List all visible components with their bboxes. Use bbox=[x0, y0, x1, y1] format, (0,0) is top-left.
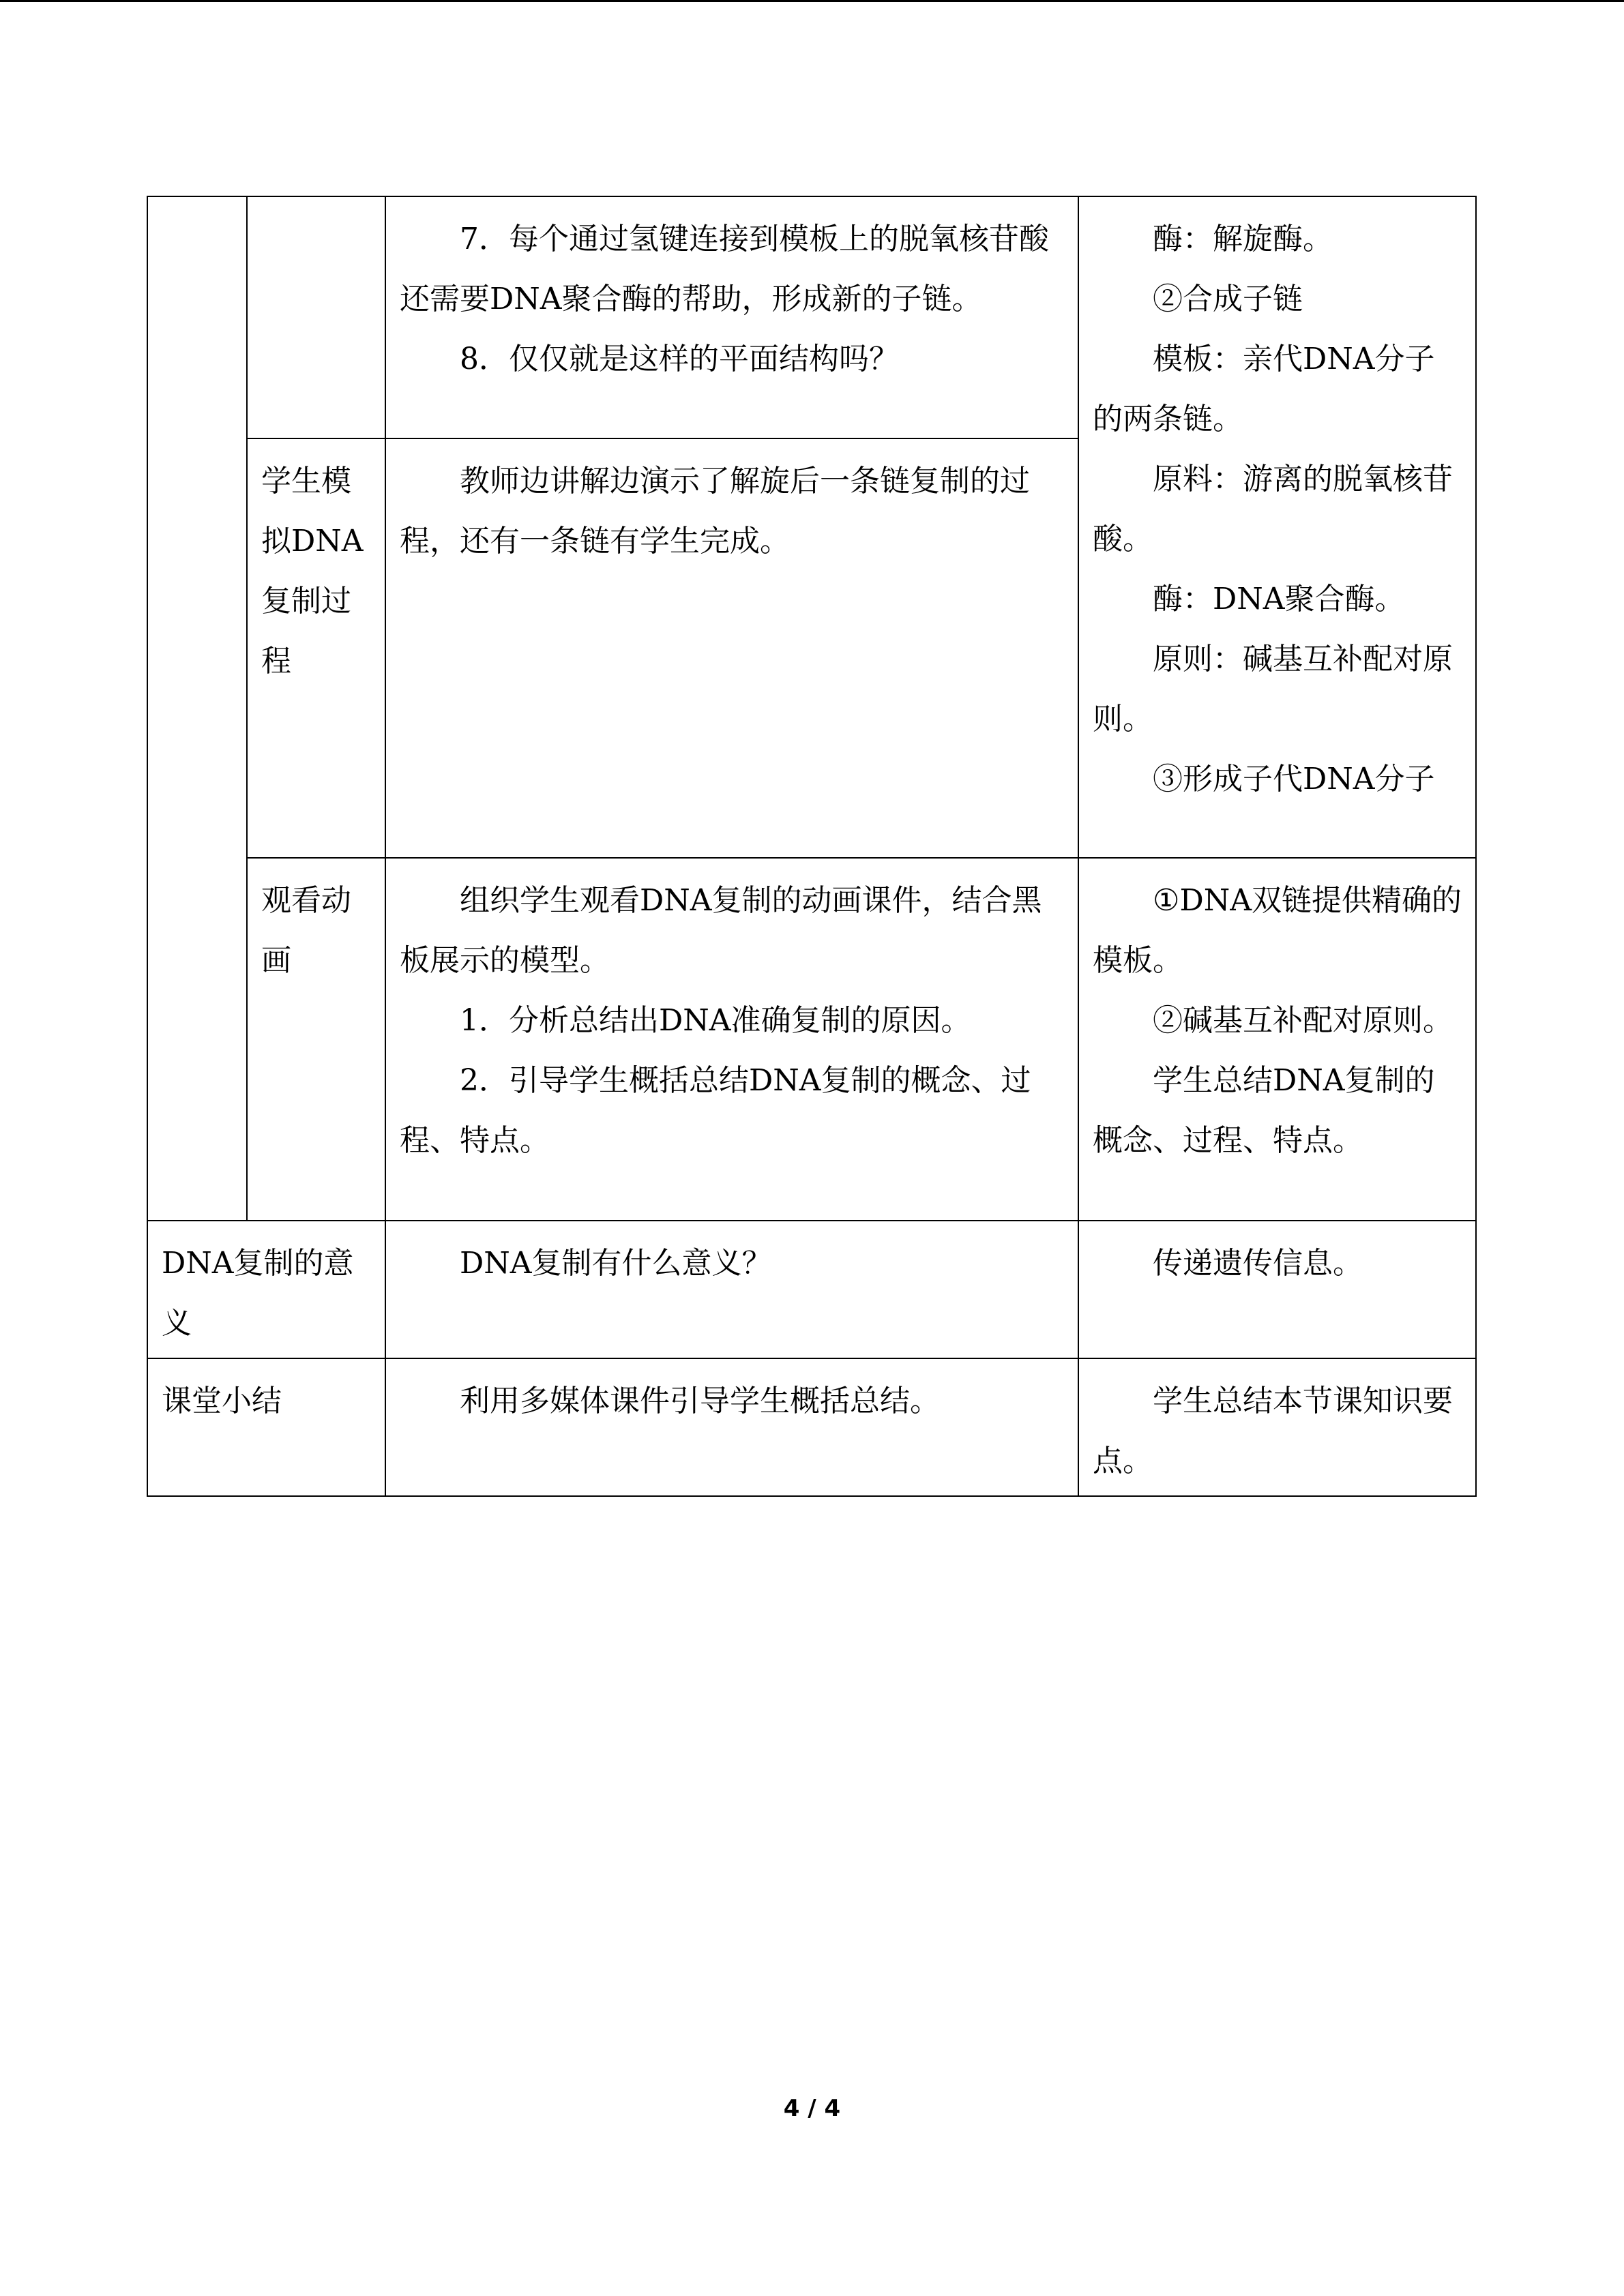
table-row bbox=[147, 1221, 1476, 1358]
table-row bbox=[147, 196, 1476, 438]
page-top-border bbox=[0, 0, 1624, 2]
section-label-cell bbox=[147, 1358, 385, 1496]
teacher-text: 8．仅仅就是这样的平面结构吗？ bbox=[460, 342, 899, 376]
student-activity-cell bbox=[1078, 196, 1476, 858]
student-text: 酶：解旋酶。 bbox=[1153, 222, 1333, 256]
step-label: 学生模拟DNA复制过程 bbox=[261, 464, 364, 679]
teacher-activity-cell bbox=[385, 858, 1078, 1221]
step-label-cell bbox=[247, 438, 385, 858]
lesson-plan-table bbox=[147, 196, 1477, 1497]
student-text: 学生总结DNA复制的概念、过程、特点。 bbox=[1093, 1063, 1435, 1158]
section-cell-empty bbox=[147, 196, 247, 1221]
step-cell-empty bbox=[247, 196, 385, 438]
student-activity-cell bbox=[1078, 1358, 1476, 1496]
student-activity-cell bbox=[1078, 858, 1476, 1221]
teacher-activity-cell bbox=[385, 1358, 1078, 1496]
student-text: ②合成子链 bbox=[1153, 282, 1303, 316]
teacher-text: 利用多媒体课件引导学生概括总结。 bbox=[460, 1384, 940, 1418]
teacher-text: 1．分析总结出DNA准确复制的原因。 bbox=[460, 1003, 971, 1038]
student-text: ③形成子代DNA分子 bbox=[1153, 762, 1435, 796]
student-text: 模板：亲代DNA分子的两条链。 bbox=[1093, 342, 1435, 436]
table-row bbox=[147, 1358, 1476, 1496]
student-text: 学生总结本节课知识要点。 bbox=[1093, 1384, 1453, 1478]
student-text: 原料：游离的脱氧核苷酸。 bbox=[1093, 462, 1453, 556]
step-label-cell bbox=[247, 858, 385, 1221]
step-label: 观看动画 bbox=[261, 883, 351, 978]
student-text: ①DNA双链提供精确的模板。 bbox=[1093, 883, 1462, 978]
student-text: 传递遗传信息。 bbox=[1153, 1246, 1363, 1281]
teacher-activity-cell bbox=[385, 438, 1078, 858]
student-activity-cell bbox=[1078, 1221, 1476, 1358]
teacher-text: DNA复制有什么意义？ bbox=[460, 1246, 772, 1281]
student-text: ②碱基互补配对原则。 bbox=[1153, 1003, 1453, 1038]
student-text: 原则：碱基互补配对原则。 bbox=[1093, 642, 1453, 736]
section-label: DNA复制的意义 bbox=[162, 1246, 354, 1341]
teacher-text: 7．每个通过氢键连接到模板上的脱氧核苷酸还需要DNA聚合酶的帮助，形成新的子链。 bbox=[400, 222, 1049, 316]
table-row bbox=[147, 858, 1476, 1221]
page-number: 4 / 4 bbox=[783, 2095, 841, 2122]
teacher-text: 2．引导学生概括总结DNA复制的概念、过程、特点。 bbox=[400, 1063, 1031, 1158]
teacher-text: 教师边讲解边演示了解旋后一条链复制的过程，还有一条链有学生完成。 bbox=[400, 464, 1030, 558]
section-label: 课堂小结 bbox=[162, 1384, 282, 1418]
teacher-text: 组织学生观看DNA复制的动画课件，结合黑板展示的模型。 bbox=[400, 883, 1042, 978]
student-text: 酶：DNA聚合酶。 bbox=[1153, 582, 1405, 616]
teacher-activity-cell bbox=[385, 1221, 1078, 1358]
teacher-activity-cell bbox=[385, 196, 1078, 438]
section-label-cell bbox=[147, 1221, 385, 1358]
